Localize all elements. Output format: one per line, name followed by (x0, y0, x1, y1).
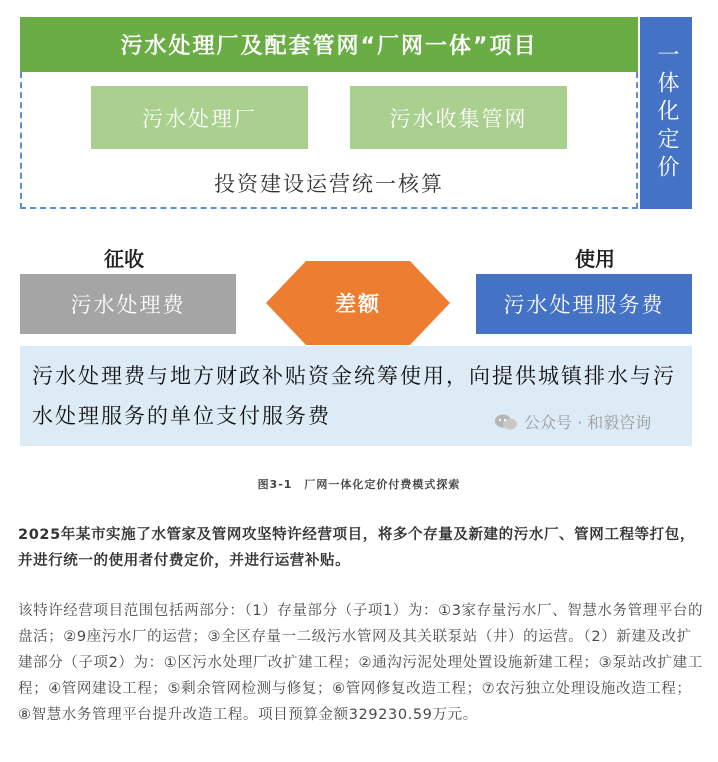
figure-caption: 图3-1 厂网一体化定价付费模式探索 (257, 478, 461, 491)
scope-paragraph: 该特许经营项目范围包括两部分：（1）存量部分（子项1）为：①3家存量污水厂、智慧水务管理平台的盘活；②9座污水厂的运营；③全区存量一二级污水管网及其关联泵站（井）的运营。（2）新建及改扩建部分（子项2）为：①区污水处理厂改扩建工程；②通沟污泥处理处置设施新建工程；③泵站改扩建工程；④管网建设工程；⑤剩余管网检测与修复；⑥管网修复改造工程；⑦农污独立处理设施改造工程；⑧智慧水务管理平台提升改造工程。项目预算金额329230.59万元。 (18, 603, 704, 723)
intro-paragraph: 2025年某市实施了水管家及管网攻坚特许经营项目，将多个存量及新建的污水厂、管网工程等打包，并进行统一的使用者付费定价，并进行运营补贴。 (18, 527, 695, 569)
unified-accounting-label: 投资建设运营统一核算 (214, 172, 444, 196)
use-label: 使用 (575, 247, 615, 271)
watermark-text: 公众号 · 和毅咨询 (524, 413, 652, 432)
collect-label: 征收 (104, 247, 144, 271)
payment-description: 污水处理费与地方财政补贴资金统筹使用，向提供城镇排水与污水处理服务的单位支付服务费 (20, 346, 692, 446)
watermark (494, 410, 651, 433)
difference-label: 差额 (335, 292, 381, 316)
service-fee-box: 污水处理服务费 (476, 274, 692, 334)
wechat-icon (494, 413, 518, 431)
network-box: 污水收集管网 (350, 86, 567, 149)
plant-box: 污水处理厂 (91, 86, 308, 149)
sewage-fee-box: 污水处理费 (20, 274, 236, 334)
project-title-bar: 污水处理厂及配套管网“厂网一体”项目 (20, 17, 638, 72)
integrated-pricing-sidebar: 一体化定价 (640, 17, 692, 209)
